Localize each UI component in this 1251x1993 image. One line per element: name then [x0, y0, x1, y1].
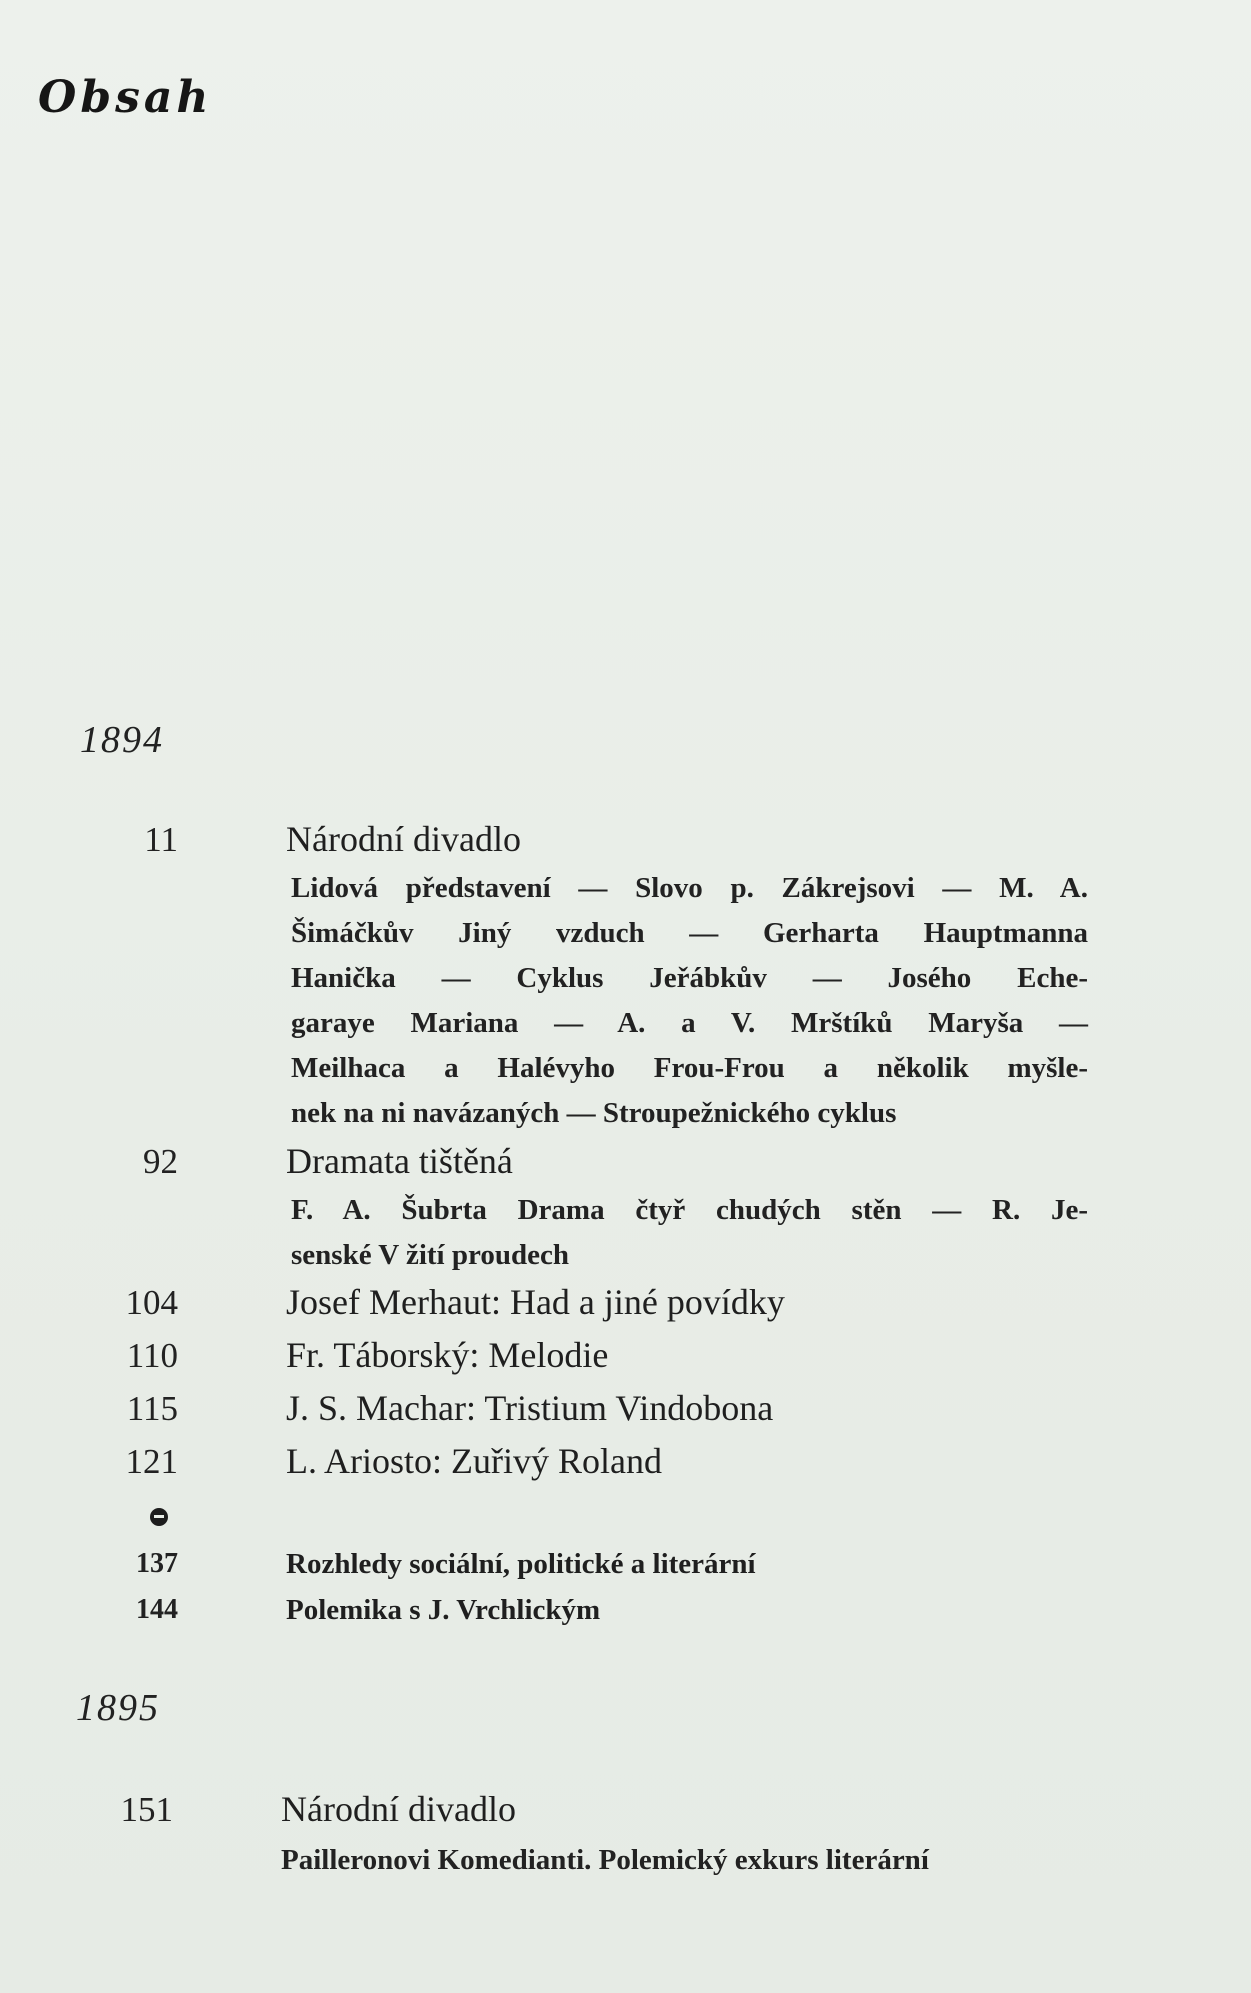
section-year: 1895: [76, 1687, 160, 1729]
entry-subjects: [291, 1188, 1088, 1278]
entry-heading: Polemika s J. Vrchlickým: [286, 1594, 601, 1626]
subject-line: Lidová představení — Slovo p. Zákrejsovi — M. A.: [291, 872, 1088, 904]
entry-heading: Dramata tištěná: [286, 1141, 513, 1181]
page-title: Obsah: [38, 72, 213, 123]
entry-heading: Národní divadlo: [286, 819, 521, 859]
entry-heading: Rozhledy sociální, politické a literární: [286, 1548, 756, 1580]
subject-line: nek na ni navázaných — Stroupežnického cyklus: [291, 1097, 897, 1129]
entry-subjects: [291, 866, 1088, 1136]
entry-heading: Národní divadlo: [281, 1789, 516, 1829]
entry-heading: Josef Merhaut: Had a jiné povídky: [286, 1282, 785, 1322]
page-number: 11: [144, 820, 178, 859]
section-year: 1894: [80, 719, 164, 761]
subject-line: F. A. Šubrta Drama čtyř chudých stěn — R. Je-: [291, 1194, 1088, 1226]
entry-heading: L. Ariosto: Zuřivý Roland: [286, 1441, 662, 1481]
page-number: 151: [120, 1790, 173, 1829]
subject-line: Pailleronovi Komedianti. Polemický exkurs literární: [281, 1844, 929, 1876]
page-number: 121: [125, 1442, 178, 1481]
page-number: 137: [136, 1548, 178, 1579]
page-number: 144: [136, 1594, 178, 1625]
subject-line: senské V žití proudech: [291, 1239, 569, 1271]
entry-subjects: [281, 1838, 1078, 1883]
subject-line: Hanička — Cyklus Jeřábkův — Josého Eche-: [291, 962, 1088, 994]
subject-line: garaye Mariana — A. a V. Mrštíků Maryša —: [291, 1007, 1088, 1039]
page-number: 92: [143, 1142, 178, 1181]
page-number: 110: [126, 1336, 178, 1375]
entry-heading: Fr. Táborský: Melodie: [286, 1335, 609, 1375]
page-number: 115: [126, 1389, 178, 1428]
section-divider-mark: [150, 1508, 168, 1526]
subject-line: Meilhaca a Halévyho Frou-Frou a několik myšle-: [291, 1052, 1088, 1084]
subject-line: Šimáčkův Jiný vzduch — Gerharta Hauptmanna: [291, 917, 1088, 949]
entry-heading: J. S. Machar: Tristium Vindobona: [286, 1388, 774, 1428]
page-number: 104: [125, 1283, 178, 1322]
